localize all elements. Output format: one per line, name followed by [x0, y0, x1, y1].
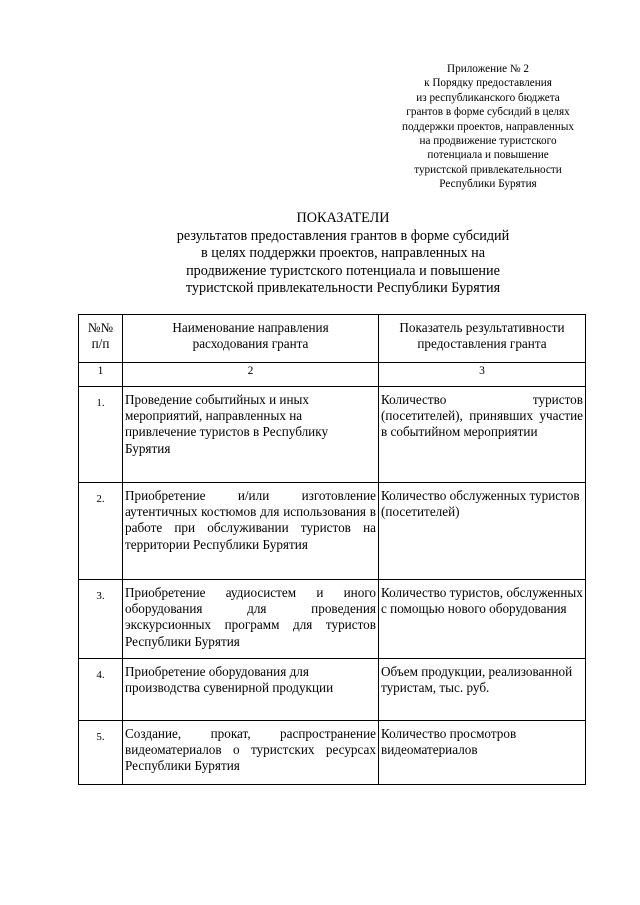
column-index-row — [79, 363, 586, 387]
row-indicator: Количество туристов (посетителей), принявших участие в событийном мероприятии — [379, 387, 586, 483]
row-direction: Проведение событийных и иных мероприятий, направленных на привлечение туристов в Республику Бурятия — [123, 387, 379, 483]
appendix-line: поддержки проектов, направленных — [401, 120, 575, 133]
appendix-line: грантов в форме субсидий в целях — [406, 106, 570, 119]
column-index: 1 — [79, 363, 123, 387]
row-direction: Приобретение и/или изготовление аутентичных костюмов для использования в работе при обслуживании туристов на территории Республики Бурятия — [123, 483, 379, 580]
row-number: 1. — [79, 387, 123, 483]
row-direction: Создание, прокат, распространение видеоматериалов о туристских ресурсах Республики Бурятия — [123, 721, 379, 785]
header-indicator-line: Показатель результативности — [399, 320, 565, 335]
table-row — [79, 483, 586, 580]
column-index: 3 — [379, 363, 586, 387]
appendix-line: на продвижение туристского — [419, 135, 557, 148]
row-number: 5. — [79, 721, 123, 785]
appendix-line: Республики Бурятия — [439, 178, 537, 191]
title-line: результатов предоставления грантов в форме субсидий — [176, 227, 510, 244]
header-indicator-line: предоставления гранта — [417, 336, 547, 352]
appendix-line: туристской привлекательности — [414, 163, 562, 176]
header-indicator — [379, 315, 586, 363]
header-num — [79, 315, 123, 363]
document-title — [120, 210, 566, 298]
title-line: в целях поддержки проектов, направленных на — [201, 245, 485, 261]
appendix-line: Приложение № 2 — [447, 63, 529, 75]
appendix-line: из республиканского бюджета — [416, 91, 560, 104]
row-indicator: Количество просмотров видеоматериалов — [379, 721, 586, 785]
row-direction: Приобретение аудиосистем и иного оборудования для проведения экскурсионных программ для туристов Республики Бурятия — [123, 580, 379, 659]
indicators-table — [78, 314, 586, 785]
appendix-note — [378, 62, 598, 192]
table-row — [79, 387, 586, 483]
row-number: 3. — [79, 580, 123, 659]
row-direction: Приобретение оборудования для производства сувенирной продукции — [123, 659, 379, 721]
header-num-line: п/п — [91, 336, 110, 352]
row-indicator: Количество туристов, обслуженных с помощью нового оборудования — [379, 580, 586, 659]
header-direction-line: Наименование направления — [172, 320, 329, 335]
column-index: 2 — [123, 363, 379, 387]
header-num-line: №№ — [87, 320, 114, 335]
row-number: 2. — [79, 483, 123, 580]
appendix-line: к Порядку предоставления — [424, 77, 552, 90]
header-direction — [123, 315, 379, 363]
row-indicator: Количество обслуженных туристов (посетителей) — [379, 483, 586, 580]
title-line: продвижение туристского потенциала и повышение — [186, 262, 500, 279]
table-row — [79, 659, 586, 721]
row-number: 4. — [79, 659, 123, 721]
table-row — [79, 580, 586, 659]
table-header-row — [79, 315, 586, 363]
row-indicator: Объем продукции, реализованной туристам, тыс. руб. — [379, 659, 586, 721]
header-direction-line: расходования гранта — [192, 336, 309, 352]
title-line: туристской привлекательности Республики Бурятия — [185, 280, 501, 296]
table-row — [79, 721, 586, 785]
title-heading: ПОКАЗАТЕЛИ — [296, 210, 390, 226]
appendix-line: потенциала и повышение — [427, 149, 549, 162]
